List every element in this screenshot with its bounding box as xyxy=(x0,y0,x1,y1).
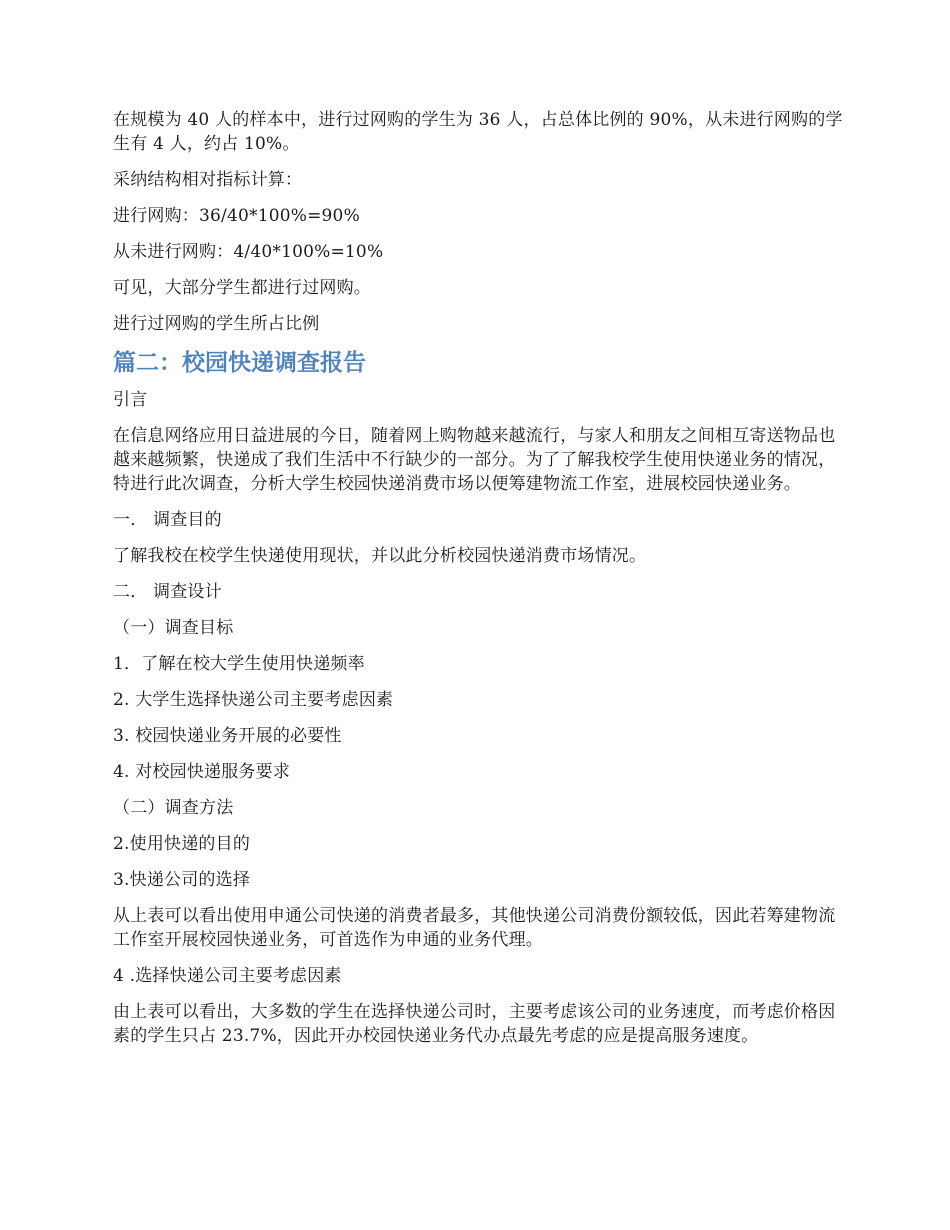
paragraph-proportion-caption: 进行过网购的学生所占比例 xyxy=(113,314,320,334)
list-item-goal-1: 1．了解在校大学生使用快递频率 xyxy=(113,654,365,674)
paragraph-intro-body: 在信息网络应用日益进展的今日，随着网上购物越来越流行，与家人和朋友之间相互寄送物品也越来越频繁，快递成了我们生活中不行缺少的一部分。为了了解我校学生使用快递业务的情况，特进行此次调查，分析大学生校园快递消费市场以便筹建物流工作室，进展校园快递业务。 xyxy=(113,426,836,494)
paragraph-section-design: 二． 调查设计 xyxy=(113,582,222,602)
list-item-method-2: 2.使用快递的目的 xyxy=(113,834,251,854)
list-item-goal-4: 4. 对校园快递服务要求 xyxy=(113,762,291,782)
list-item-method-3: 3.快递公司的选择 xyxy=(113,870,251,890)
paragraph-subsection-goals: （一）调查目标 xyxy=(113,618,234,638)
paragraph-online-shopping-ratio: 进行网购：36/40*100%=90% xyxy=(113,206,360,226)
paragraph-subsection-method: （二）调查方法 xyxy=(113,798,234,818)
list-item-method-4: 4 .选择快递公司主要考虑因素 xyxy=(113,966,342,986)
document-page xyxy=(113,108,843,1060)
paragraph-factor-analysis: 由上表可以看出，大多数的学生在选择快递公司时，主要考虑该公司的业务速度，而考虑价格因素的学生只占 23.7%，因此开办校园快递业务代办点最先考虑的应是提高服务速度。 xyxy=(113,1002,836,1046)
paragraph-company-analysis: 从上表可以看出使用申通公司快递的消费者最多，其他快递公司消费份额较低，因此若筹建物流工作室开展校园快递业务，可首选作为申通的业务代理。 xyxy=(113,906,836,950)
list-item-goal-3: 3. 校园快递业务开展的必要性 xyxy=(113,726,342,746)
paragraph-conclusion: 可见，大部分学生都进行过网购。 xyxy=(113,278,371,298)
list-item-goal-2: 2. 大学生选择快递公司主要考虑因素 xyxy=(113,690,394,710)
paragraph-never-shopped-ratio: 从未进行网购：4/40*100%=10% xyxy=(113,242,384,262)
paragraph-calculation-intro: 采纳结构相对指标计算： xyxy=(113,170,303,190)
paragraph-intro-label: 引言 xyxy=(113,390,148,410)
paragraph-section-purpose: 一． 调查目的 xyxy=(113,510,222,530)
section-heading: 篇二：校园快递调查报告 xyxy=(113,350,366,376)
paragraph-sample-summary: 在规模为 40 人的样本中，进行过网购的学生为 36 人，占总体比例的 90%，从未进行网购的学生有 4 人，约占 10%。 xyxy=(113,110,843,154)
paragraph-purpose-body: 了解我校在校学生快递使用现状，并以此分析校园快递消费市场情况。 xyxy=(113,546,647,566)
